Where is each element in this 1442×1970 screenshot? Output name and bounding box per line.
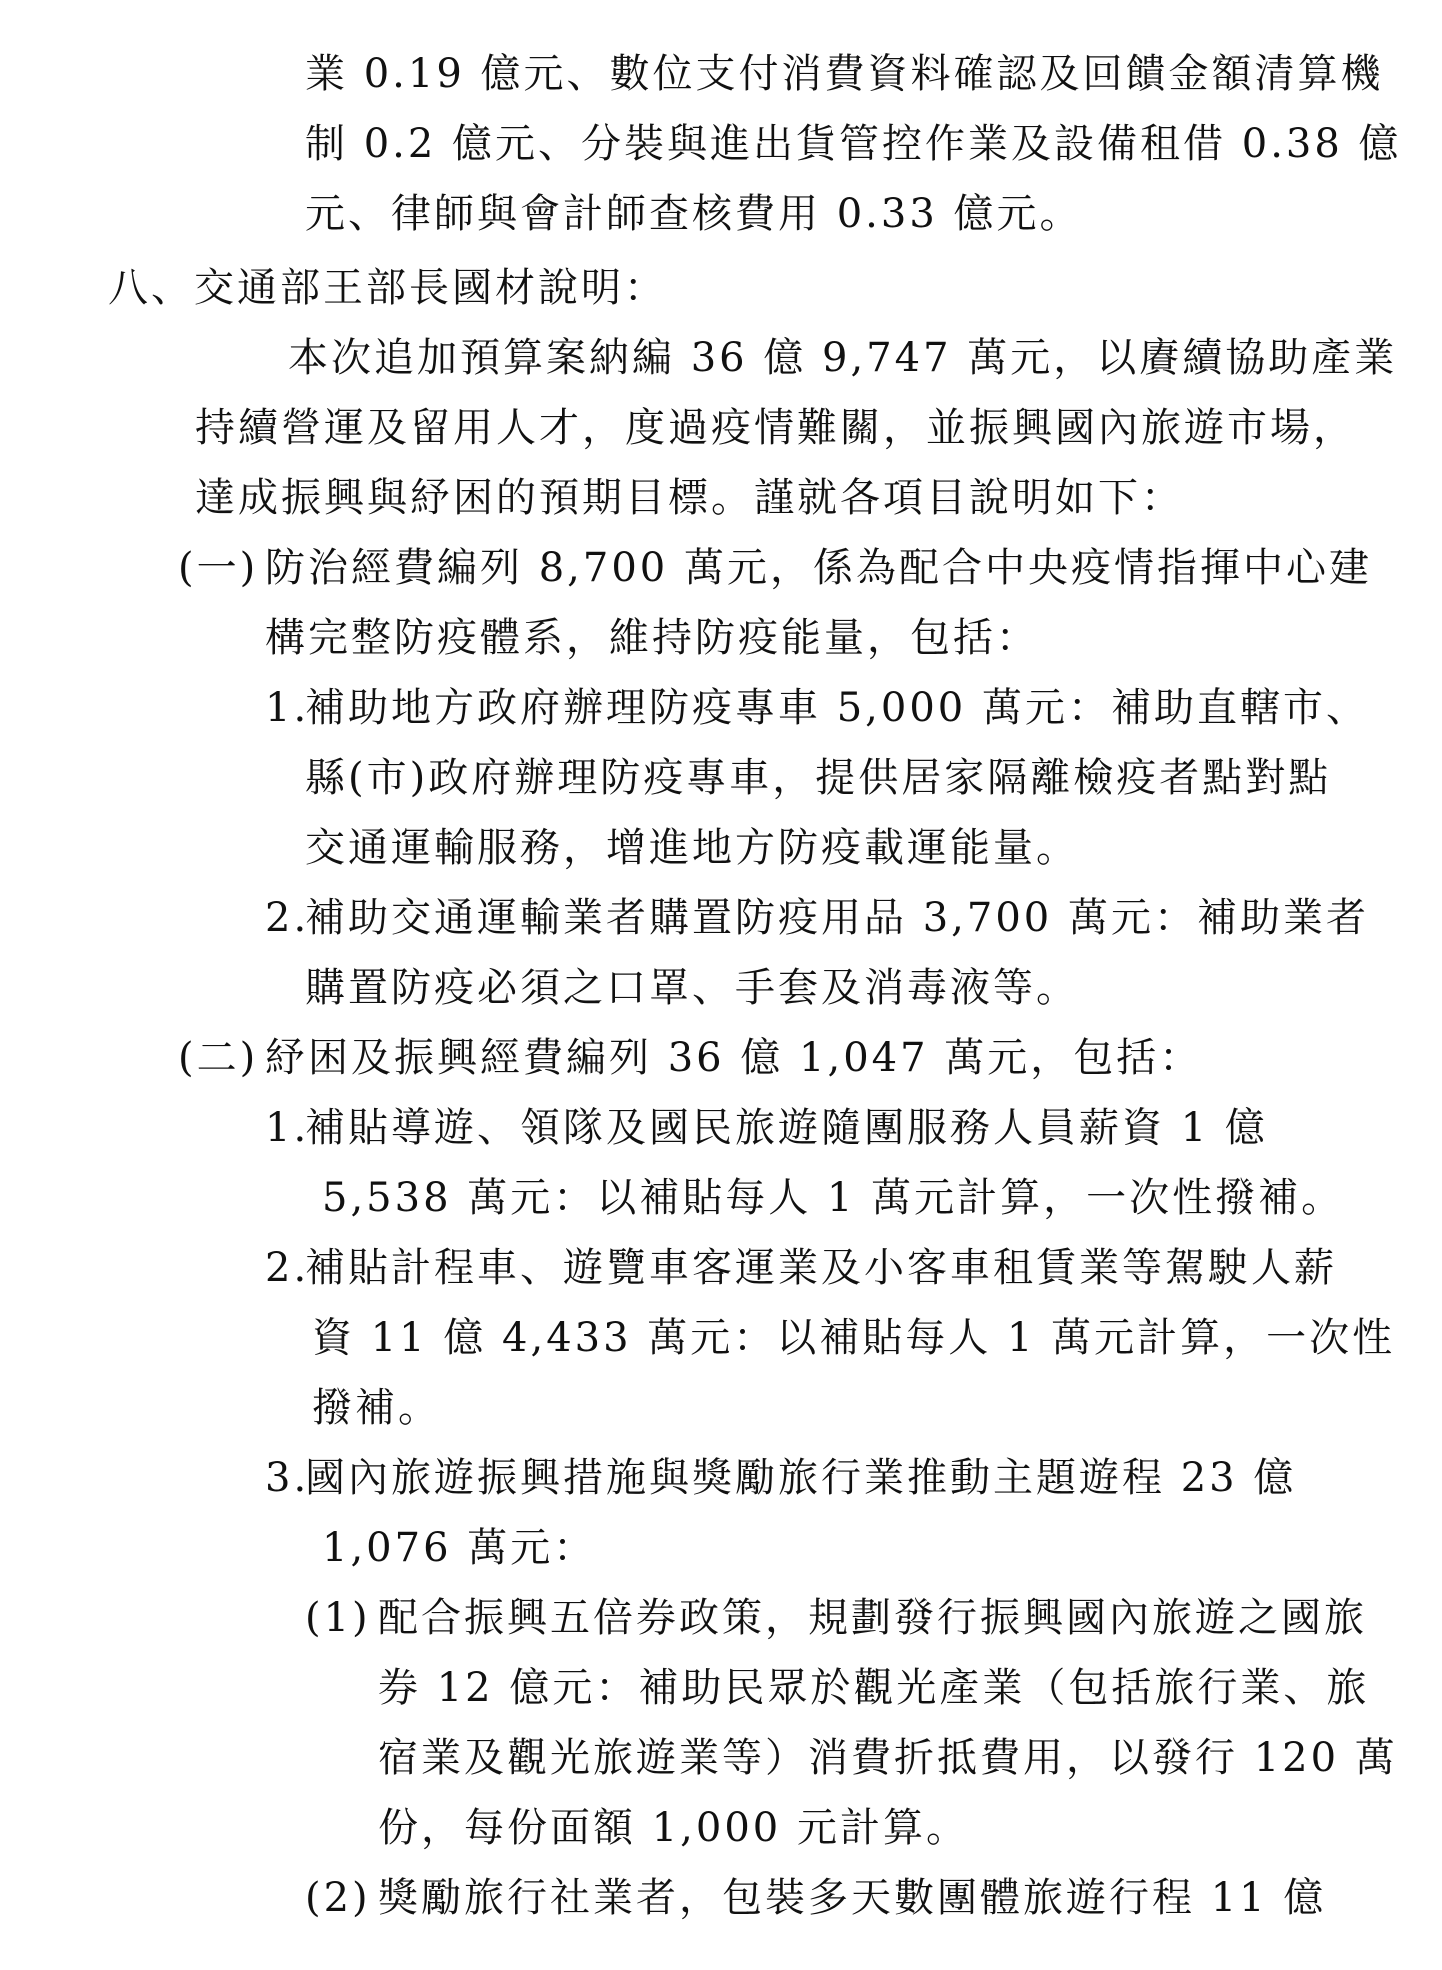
intro-line-3: 達成振興與紓困的預期目標。謹就各項目說明如下： xyxy=(195,475,1184,521)
part-one-item-1-line-1: 補助地方政府辦理防疫專車 5,000 萬元：補助直轄市、 xyxy=(305,685,1369,731)
subitem-1-line-2: 券 12 億元：補助民眾於觀光產業（包括旅行業、旅 xyxy=(378,1665,1370,1711)
part-one-line-1: 防治經費編列 8,700 萬元，係為配合中央疫情指揮中心建 xyxy=(265,545,1372,591)
intro-line-1: 本次追加預算案納編 36 億 9,747 萬元，以賡續協助產業 xyxy=(288,335,1398,381)
part-two-item-1-number: 1. xyxy=(265,1105,310,1151)
part-two-item-2-number: 2. xyxy=(265,1245,310,1291)
part-one-item-1-line-3: 交通運輸服務，增進地方防疫載運能量。 xyxy=(305,825,1079,871)
part-two-item-2-line-1: 補貼計程車、遊覽車客運業及小客車租賃業等駕駛人薪 xyxy=(305,1245,1337,1291)
subitem-2-line-1: 獎勵旅行社業者，包裝多天數團體旅遊行程 11 億 xyxy=(378,1875,1327,1921)
part-one-item-2-line-2: 購置防疫必須之口罩、手套及消毒液等。 xyxy=(305,965,1079,1011)
part-two-item-3-line-1: 國內旅遊振興措施與獎勵旅行業推動主題遊程 23 億 xyxy=(305,1455,1297,1501)
subitem-1-line-1: 配合振興五倍券政策，規劃發行振興國內旅遊之國旅 xyxy=(378,1595,1367,1641)
section-heading: 八、交通部王部長國材說明： xyxy=(108,265,667,311)
intro-line-2: 持續營運及留用人才，度過疫情難關，並振興國內旅遊市場， xyxy=(195,405,1356,451)
subitem-1-line-3: 宿業及觀光旅遊業等）消費折抵費用，以發行 120 萬 xyxy=(378,1735,1398,1781)
part-two-item-2-line-2: 資 11 億 4,433 萬元：以補貼每人 1 萬元計算，一次性 xyxy=(312,1315,1396,1361)
subitem-1-line-4: 份，每份面額 1,000 元計算。 xyxy=(378,1805,969,1851)
part-one-item-1-line-2: 縣(市)政府辦理防疫專車，提供居家隔離檢疫者點對點 xyxy=(305,755,1332,801)
part-two-line-1: 紓困及振興經費編列 36 億 1,047 萬元，包括： xyxy=(265,1035,1203,1081)
part-two-item-3-number: 3. xyxy=(265,1455,310,1501)
part-two-marker: (二) xyxy=(178,1035,259,1081)
part-two-item-3-line-2: 1,076 萬元： xyxy=(322,1525,597,1571)
part-two-item-1-line-1: 補貼導遊、領隊及國民旅遊隨團服務人員薪資 1 億 xyxy=(305,1105,1268,1151)
part-one-item-2-line-1: 補助交通運輸業者購置防疫用品 3,700 萬元：補助業者 xyxy=(305,895,1369,941)
part-one-line-2: 構完整防疫體系，維持防疫能量，包括： xyxy=(265,615,1039,661)
part-one-item-2-number: 2. xyxy=(265,895,310,941)
continuation-line-2: 制 0.2 億元、分裝與進出貨管控作業及設備租借 0.38 億 xyxy=(305,121,1402,167)
continuation-line-1: 業 0.19 億元、數位支付消費資料確認及回饋金額清算機 xyxy=(305,51,1384,97)
part-two-item-2-line-3: 撥補。 xyxy=(312,1385,441,1431)
subitem-2-marker: (2) xyxy=(305,1875,371,1921)
part-one-item-1-number: 1. xyxy=(265,685,310,731)
part-one-marker: (一) xyxy=(178,545,259,591)
continuation-line-3: 元、律師與會計師查核費用 0.33 億元。 xyxy=(305,191,1083,237)
subitem-1-marker: (1) xyxy=(305,1595,371,1641)
part-two-item-1-line-2: 5,538 萬元：以補貼每人 1 萬元計算，一次性撥補。 xyxy=(322,1175,1345,1221)
